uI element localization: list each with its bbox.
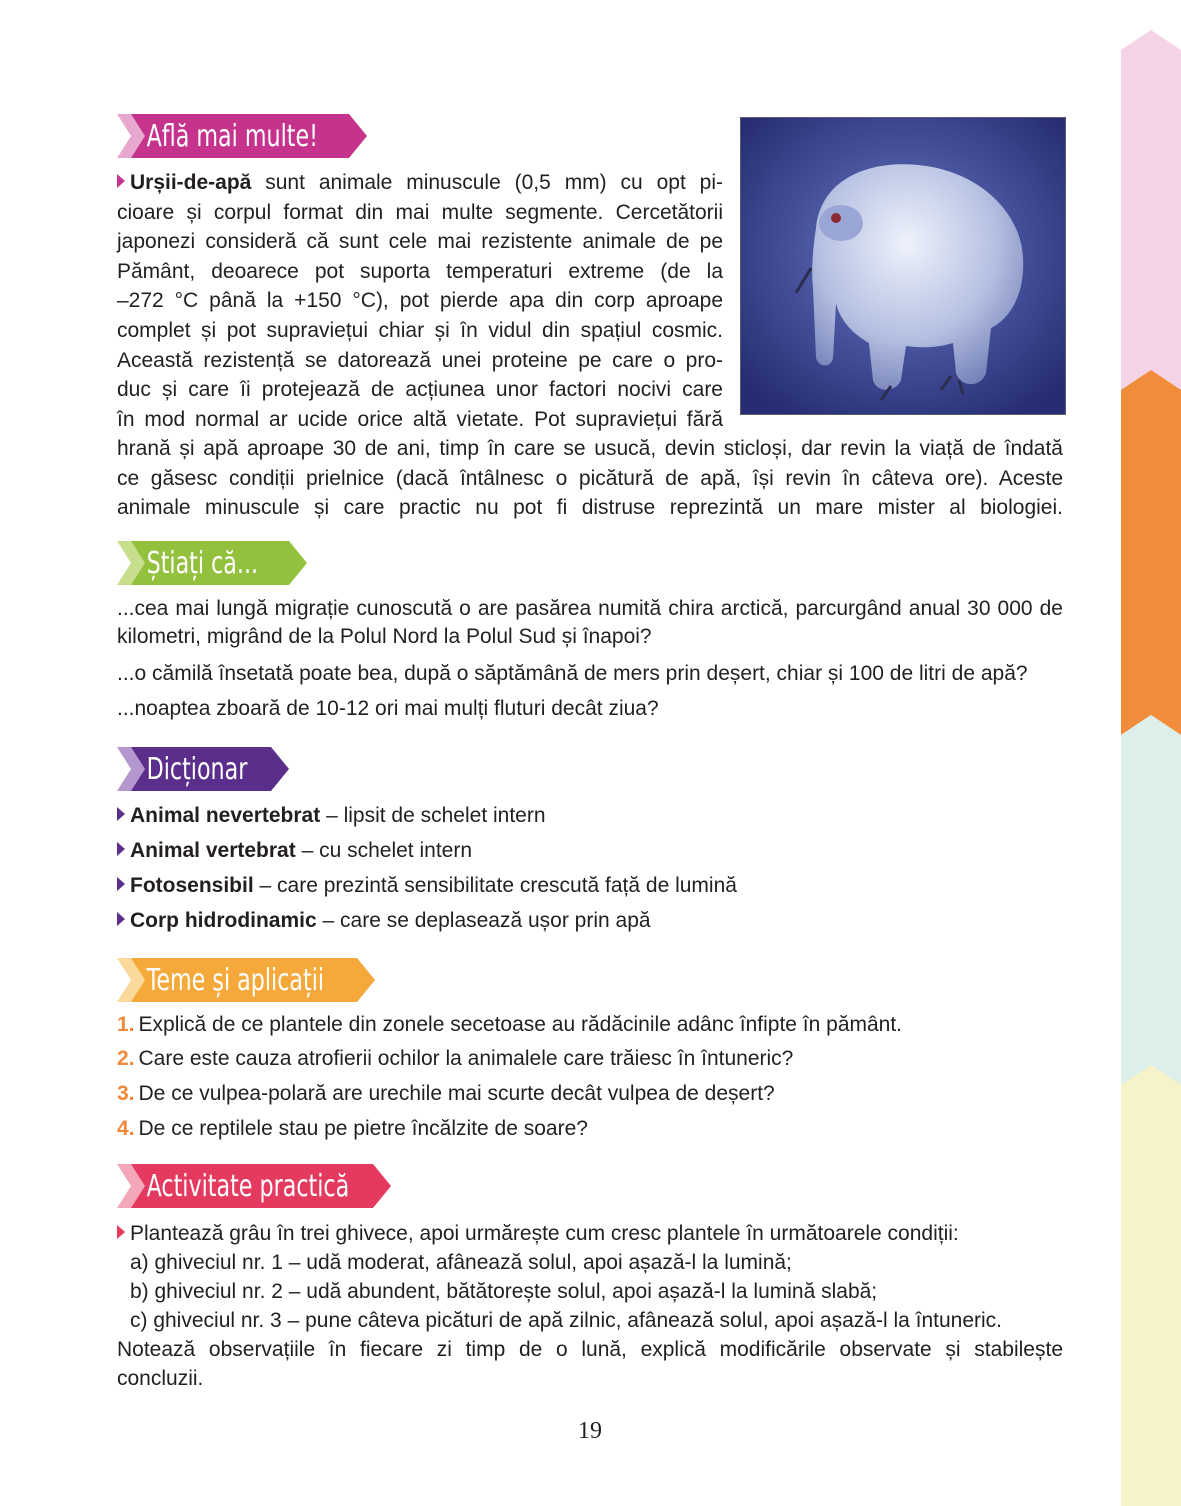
bullet-icon: [117, 807, 125, 821]
section-title-dictionar: Dicționar: [117, 747, 293, 791]
section-title-stiati: Știați că...: [117, 541, 308, 585]
page-number: 19: [578, 1418, 602, 1444]
afla-text-wide: hrană și apă aproape 30 de ani, timp în care se usucă, devin sticloși, dar revin la viață de îndată ce găsesc condiții prielnice (dacă întâlnesc o picătură de apă, își revin în câteva ore). Aceste animale minuscule și care practic nu pot fi distruse reprezintă un mare mister al biologiei.: [117, 437, 1063, 520]
section-title-teme: Teme și aplicații: [117, 958, 397, 1002]
side-tabs: [1121, 0, 1181, 1506]
section-title-activitate: Activitate practică: [117, 1164, 431, 1208]
bullet-icon: [117, 912, 125, 926]
task-item: 1. Explică de ce plantele din zonele secetoase au rădăcinile adânc înfipte în pământ.: [117, 1013, 903, 1036]
activitate-text: Plantează grâu în trei ghivece, apoi urmărește cum cresc plantele în următoarele condiții: a) ghiveciul nr. 1 – udă moderat, afânează solul, apoi așază-l la lumină; b) ghiveciul nr. 2 – udă abundent, bătătorește solul, apoi așază-l la lumină slabă; c) ghiveciul nr. 3 – pune câteva picături de apă zilnic, afânează solul, apoi așază-l la întuneric. Notează observațiile în fiecare zi timp de o lună, explică modificările observate și stabilește concluzii.: [117, 1222, 1063, 1390]
dictionary-entry: Animal nevertebrat – lipsit de schelet intern: [117, 804, 546, 828]
afla-text-narrow: Urșii-de-apă sunt animale minuscule (0,5 mm) cu opt pi- cioare și corpul format din mai multe segmente. Cercetătorii japonezi consideră că sunt cele mai rezistente animale de pe Pământ, deoarece pot suporta temperaturi extreme (de la –272 °C până la +150 °C), pot pierde apa din corp aproape complet și pot supraviețui chiar și în vidul din spațiul cosmic. Această rezistență se datorează unei proteine pe care o pro- duc și care îi protejează de acțiunea unor factori nocivi care în mod normal ar ucide orice altă vietate. Pot supraviețui fără: [117, 171, 723, 431]
task-item: 3. De ce vulpea-polară are urechile mai scurte decât vulpea de deșert?: [117, 1082, 775, 1105]
bullet-icon: [117, 1225, 125, 1239]
tardigrade-photo: [740, 117, 1066, 415]
task-item: 4. De ce reptilele stau pe pietre încălzite de soare?: [117, 1117, 588, 1140]
task-item: 2. Care este cauza atrofierii ochilor la animalele care trăiesc în întuneric?: [117, 1047, 794, 1070]
bullet-icon: [117, 842, 125, 856]
bullet-icon: [117, 877, 125, 891]
dictionary-entry: Fotosensibil – care prezintă sensibilitate crescută față de lumină: [117, 874, 737, 898]
section-title-afla: Află mai multe!: [117, 114, 389, 158]
bullet-icon: [117, 174, 125, 188]
dictionary-entry: Corp hidrodinamic – care se deplasează ușor prin apă: [117, 909, 651, 933]
dictionary-entry: Animal vertebrat – cu schelet intern: [117, 839, 472, 863]
stiati-text: ...cea mai lungă migrație cunoscută o are pasărea numită chira arctică, parcurgând anual 30 000 de kilometri, migrând de la Polul Nord la Polul Sud și înapoi? ...o cămilă însetată poate bea, după o săptămână de mers prin deșert, chiar și 100 de litri de apă? ...noaptea zboară de 10-12 ori mai mulți fluturi decât ziua?: [117, 597, 1063, 720]
